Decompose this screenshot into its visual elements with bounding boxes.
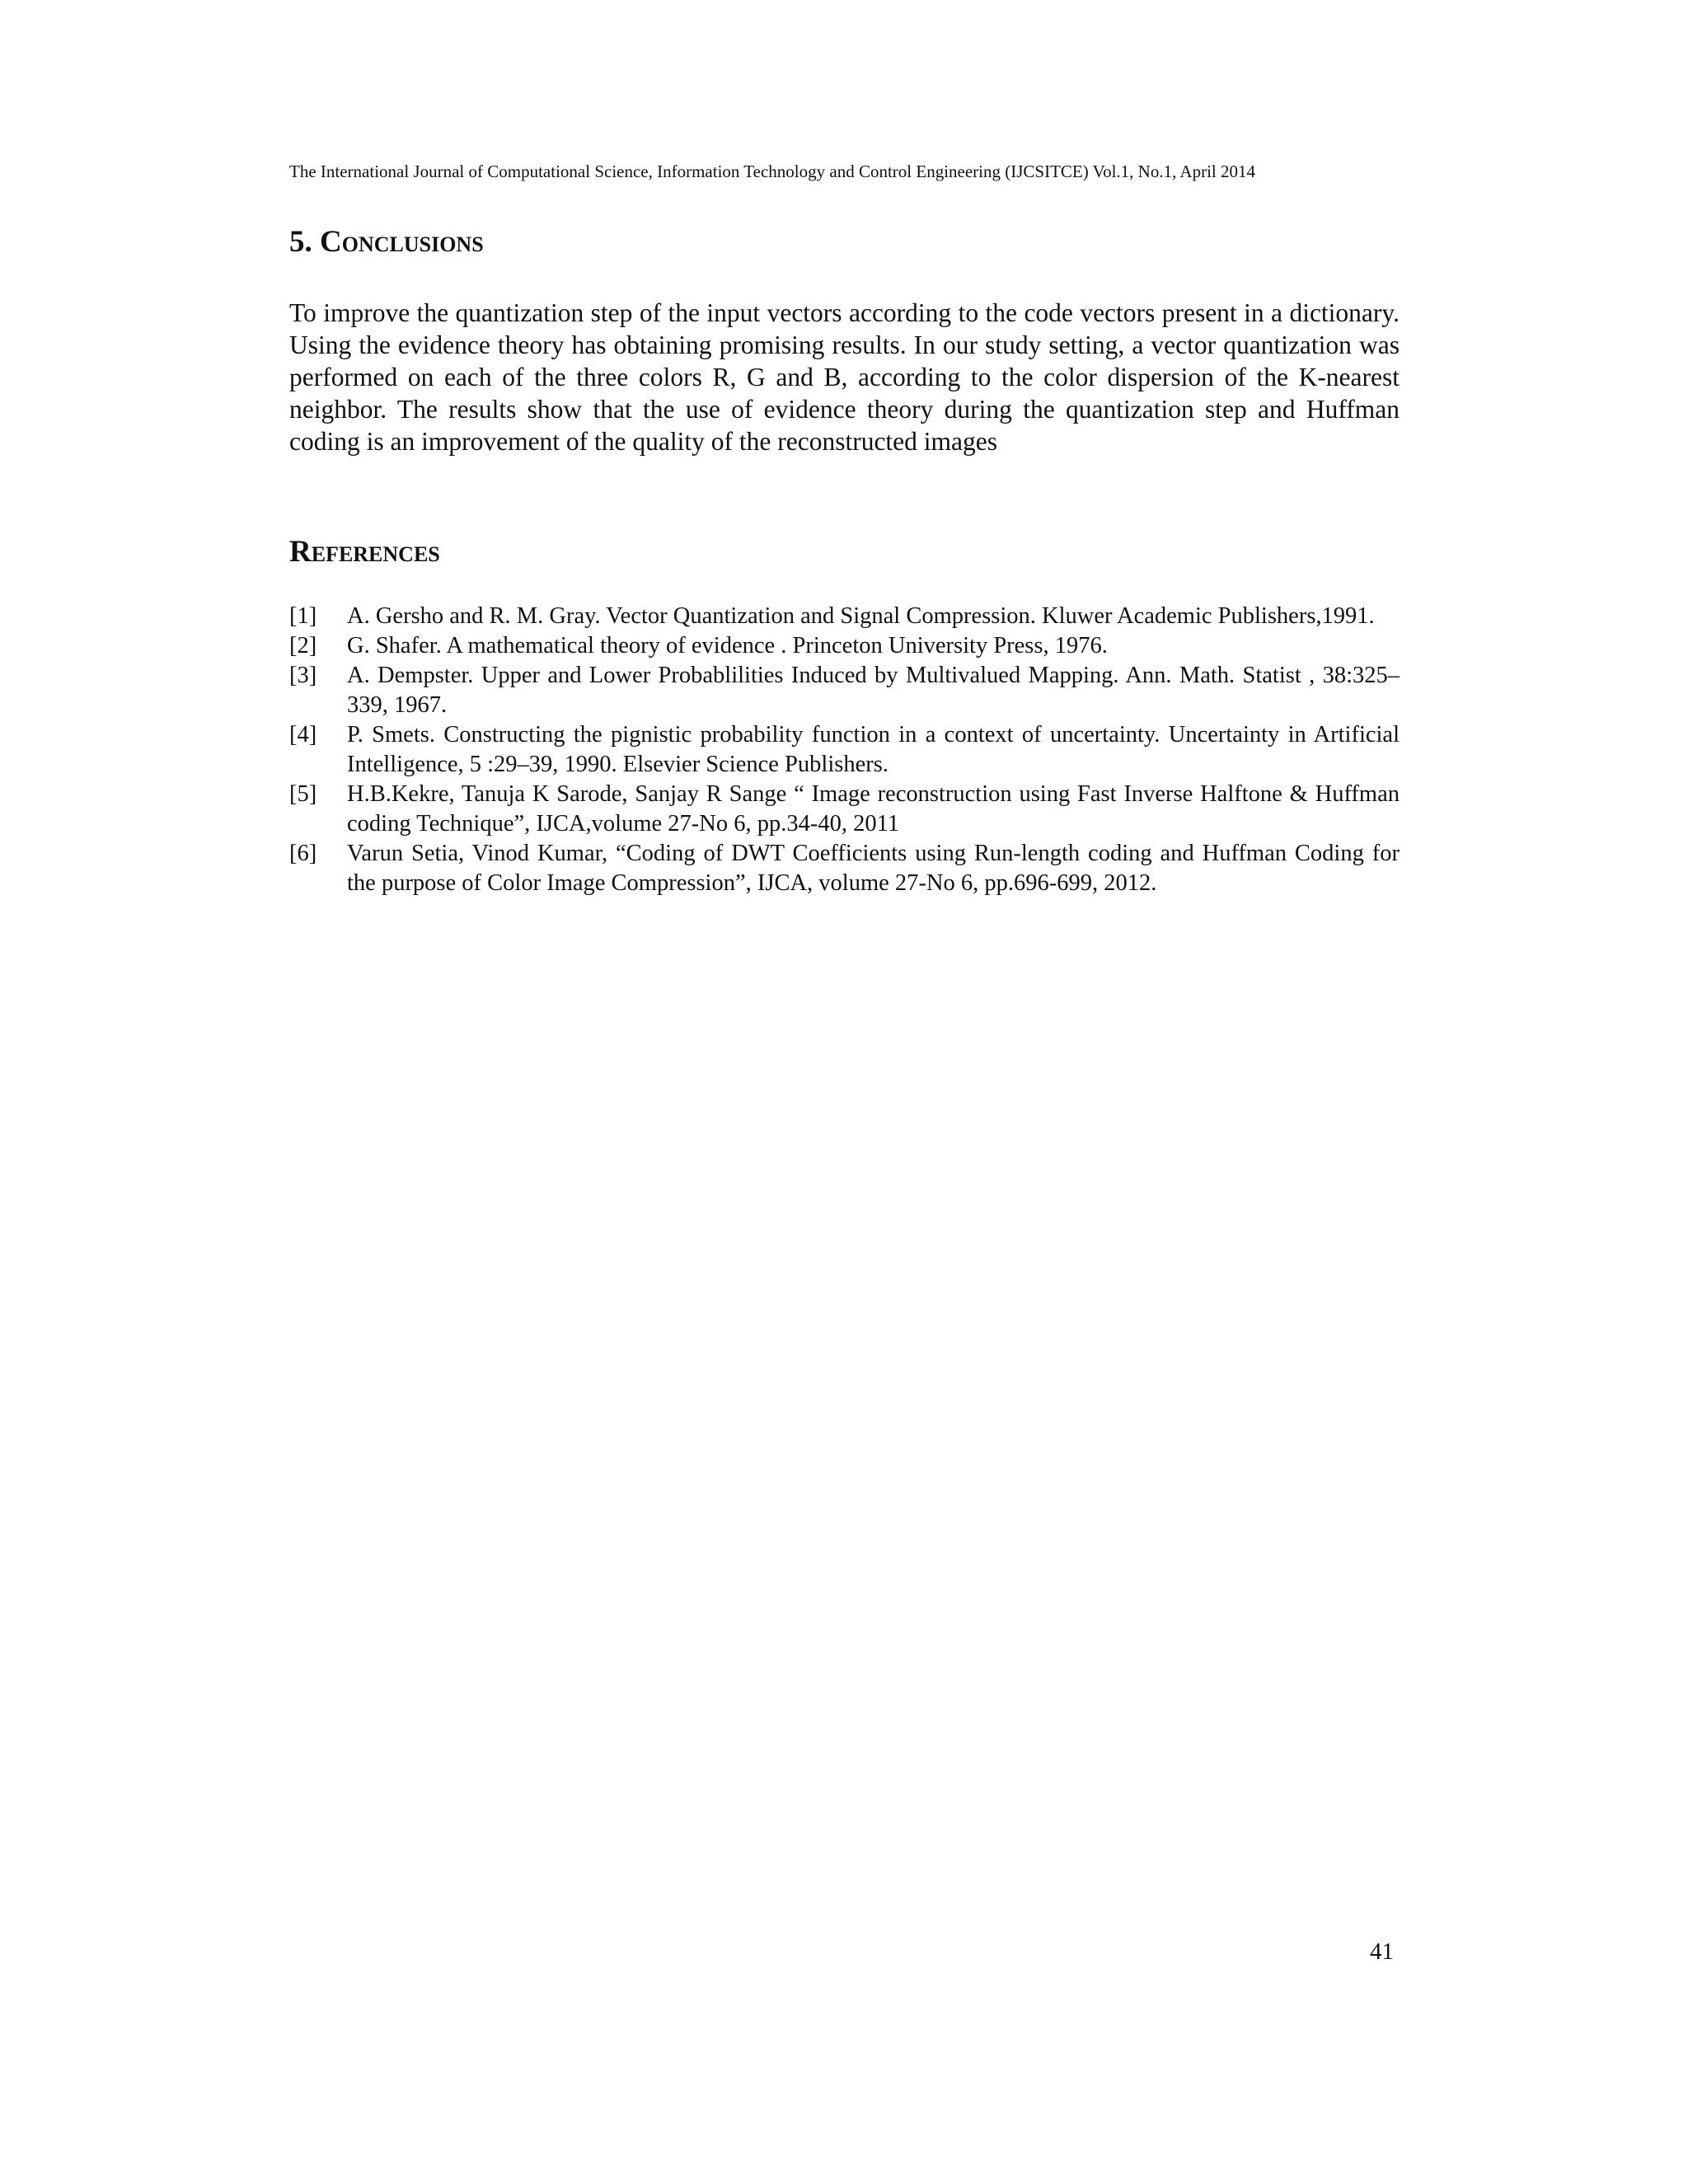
reference-list xyxy=(289,602,1400,898)
page-number: 41 xyxy=(1370,1938,1394,1965)
reference-text: A. Gersho and R. M. Gray. Vector Quantization and Signal Compression. Kluwer Academic Publishers,1991. xyxy=(347,603,1375,629)
reference-item xyxy=(289,661,1400,720)
reference-item xyxy=(289,720,1400,780)
reference-number: [3] xyxy=(289,663,317,688)
section-heading-conclusions: 5. Conclusions xyxy=(289,225,484,259)
reference-number: [4] xyxy=(289,722,317,748)
reference-number: [2] xyxy=(289,633,317,658)
reference-text: A. Dempster. Upper and Lower Probablilities Induced by Multivalued Mapping. Ann. Math. Statist , 38:325– 339, 1967. xyxy=(347,663,1400,718)
reference-number: [5] xyxy=(289,781,317,807)
conclusions-paragraph: To improve the quantization step of the input vectors according to the code vectors present in a dictionary. Using the evidence theory has obtaining promising results. In our study setting, a vector quantization was performed on each of the three colors R, G and B, according to the color dispersion of the K-nearest neighbor. The results show that the use of evidence theory during the quantization step and Huffman coding is an improvement of the quality of the reconstructed images xyxy=(289,298,1400,456)
section-heading-references: References xyxy=(289,535,440,569)
reference-item xyxy=(289,631,1400,661)
reference-text: P. Smets. Constructing the pignistic probability function in a context of uncertainty. Uncertainty in Artificial Intelligence, 5 :29–39, 1990. Elsevier Science Publishers. xyxy=(347,722,1400,777)
reference-number: [1] xyxy=(289,603,317,629)
reference-item xyxy=(289,602,1400,631)
reference-item xyxy=(289,839,1400,898)
reference-number: [6] xyxy=(289,841,317,866)
reference-item xyxy=(289,780,1400,839)
reference-text: Varun Setia, Vinod Kumar, “Coding of DWT Coefficients using Run-length coding and Huffman Coding for the purpose of Color Image Compression”, IJCA, volume 27-No 6, pp.696-699, 2012. xyxy=(347,841,1400,896)
reference-text: H.B.Kekre, Tanuja K Sarode, Sanjay R Sange “ Image reconstruction using Fast Inverse Halftone & Huffman coding Technique”, IJCA,volume 27-No 6, pp.34-40, 2011 xyxy=(347,781,1400,837)
reference-text: G. Shafer. A mathematical theory of evidence . Princeton University Press, 1976. xyxy=(347,633,1108,658)
running-header: The International Journal of Computational Science, Information Technology and Control Engineering (IJCSITCE) Vol.1, No.1, April 2014 xyxy=(289,162,1255,181)
